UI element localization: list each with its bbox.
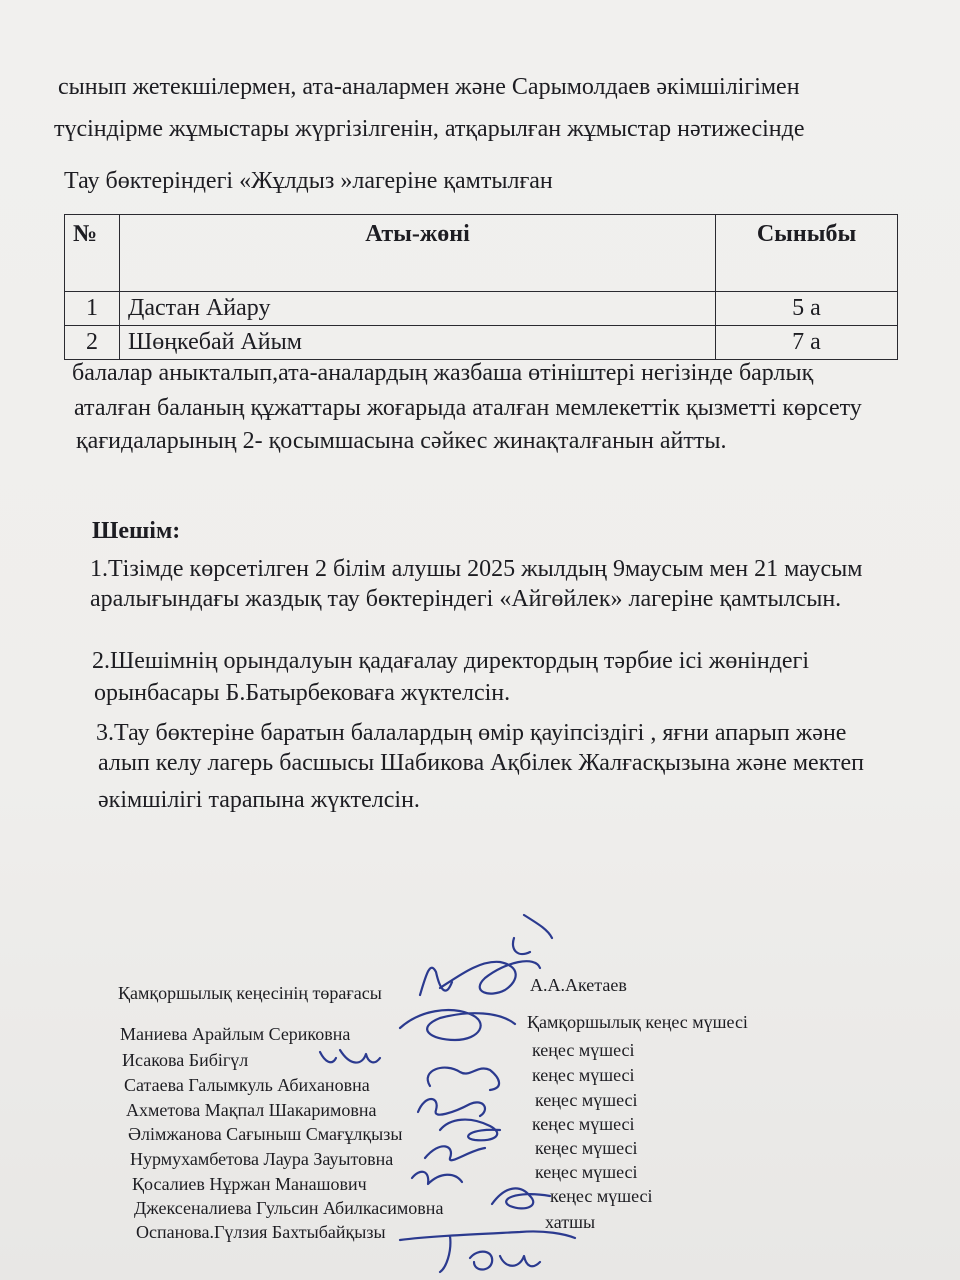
secretary-signature — [400, 1231, 575, 1272]
member-role: кеңес мүшесі — [535, 1162, 638, 1182]
header-name: Аты-жөні — [120, 215, 716, 292]
row-name: Дастан Айару — [120, 292, 716, 326]
table-header-row — [65, 215, 898, 292]
member-signature-2 — [320, 1050, 380, 1063]
decision-heading: Шешім: — [92, 518, 181, 544]
table-row — [65, 326, 898, 360]
intro-line-3: Тау бөктеріндегі «Жұлдыз »лагеріне қамтылған — [64, 168, 553, 194]
students-table — [64, 214, 898, 360]
header-number: № — [65, 215, 120, 292]
member-name: Сатаева Галымкуль Абихановна — [124, 1075, 370, 1095]
body-line-3: қағидаларының 2- қосымшасына сәйкес жинақталғанын айтты. — [76, 428, 727, 454]
member-role: кеңес мүшесі — [532, 1065, 635, 1085]
member-name: Әлімжанова Сағыныш Смағұлқызы — [128, 1124, 403, 1144]
member-name: Джексеналиева Гульсин Абилкасимовна — [134, 1198, 444, 1218]
intro-line-2: түсіндірме жұмыстары жүргізілгенін, атқарылған жұмыстар нәтижесінде — [54, 116, 805, 142]
body-line-2: аталған баланың құжаттары жоғарыда аталған мемлекеттік қызметті көрсету — [74, 395, 862, 421]
member-name: Исакова Бибігүл — [122, 1050, 249, 1070]
member-signature-4 — [418, 1099, 485, 1116]
decision-item-1-line-2: аралығындағы жаздық тау бөктеріндегі «Айгөйлек» лагеріне қамтылсын. — [90, 586, 842, 612]
member-signature-6 — [425, 1146, 485, 1160]
member-role: Қамқоршылық кеңес мүшесі — [527, 1012, 748, 1032]
member-name: Оспанова.Гүлзия Бахтыбайқызы — [136, 1222, 386, 1242]
chair-name: А.А.Акетаев — [530, 975, 627, 995]
member-role: кеңес мүшесі — [532, 1114, 635, 1134]
member-role: кеңес мүшесі — [535, 1138, 638, 1158]
member-signature-3 — [428, 1068, 499, 1090]
member-signature-5 — [440, 1120, 500, 1141]
row-number: 2 — [65, 326, 120, 360]
decision-item-3-line-3: әкімшілігі тарапына жүктелсін. — [98, 787, 420, 813]
decision-item-3-line-1: 3.Тау бөктеріне баратын балалардың өмір қауіпсіздігі , яғни апарып және — [96, 720, 847, 746]
member-signature-8 — [492, 1188, 550, 1208]
table-row — [65, 292, 898, 326]
row-class: 7 а — [716, 326, 898, 360]
member-name: Нурмухамбетова Лаура Зауытовна — [130, 1149, 394, 1169]
member-name: Қосалиев Нұржан Манашович — [132, 1174, 367, 1194]
member-role: хатшы — [545, 1212, 596, 1232]
chair-title: Қамқоршылық кеңесінің төрағасы — [118, 983, 382, 1003]
member-role: кеңес мүшесі — [532, 1040, 635, 1060]
row-name: Шөңкебай Айым — [120, 326, 716, 360]
member-role: кеңес мүшесі — [535, 1090, 638, 1110]
member-name: Маниева Арайлым Сериковна — [120, 1024, 351, 1044]
member-role: кеңес мүшесі — [550, 1186, 653, 1206]
row-class: 5 а — [716, 292, 898, 326]
decision-item-2-line-2: орынбасары Б.Батырбековаға жүктелсін. — [94, 680, 511, 706]
header-class: Сыныбы — [716, 215, 898, 292]
member-name: Ахметова Мақпал Шакаримовна — [126, 1100, 377, 1120]
row-number: 1 — [65, 292, 120, 326]
decision-item-3-line-2: алып келу лагерь басшысы Шабикова Ақбілек Жалғасқызына және мектеп — [98, 750, 865, 776]
member-signature-1 — [400, 1010, 515, 1040]
decision-item-1-line-1: 1.Тізімде көрсетілген 2 білім алушы 2025 жылдың 9маусым мен 21 маусым — [90, 556, 863, 582]
member-signature-7 — [412, 1172, 462, 1184]
decision-item-2-line-1: 2.Шешімнің орындалуын қадағалау директордың тәрбие ісі жөніндегі — [92, 648, 810, 674]
intro-line-1: сынып жетекшілермен, ата-аналармен және Сарымолдаев әкімшілігімен — [58, 74, 800, 100]
body-line-1: балалар аныкталып,ата-аналардың жазбаша өтініштері негізінде барлық — [72, 360, 814, 386]
